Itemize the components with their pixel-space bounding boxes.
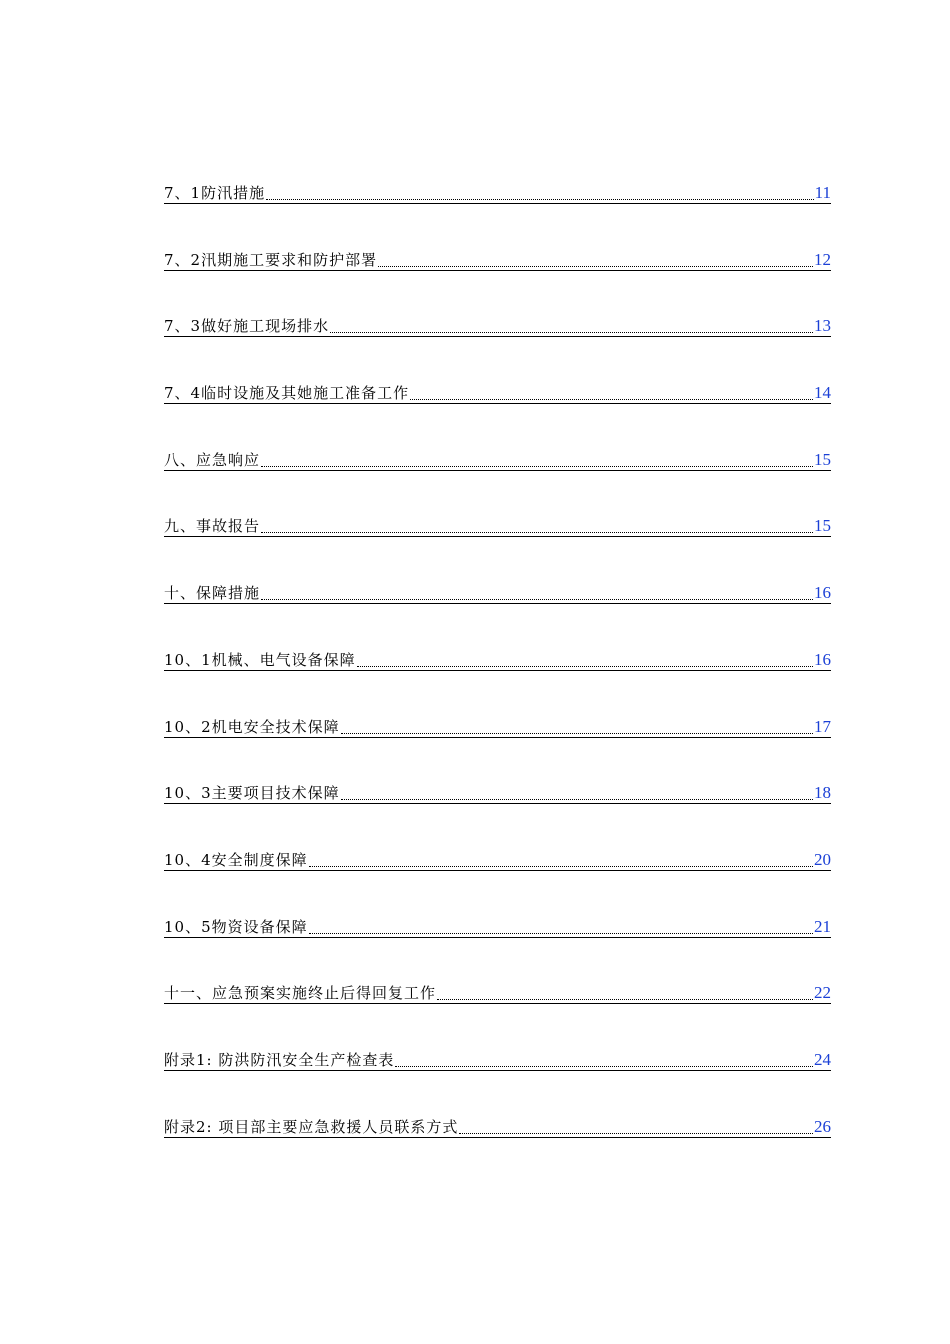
toc-page-number: 16 <box>814 583 831 603</box>
table-of-contents <box>164 181 831 1181</box>
toc-entry-10-2[interactable] <box>164 715 831 738</box>
toc-dot-leader <box>410 397 813 400</box>
toc-entry-10-3[interactable] <box>164 781 831 804</box>
toc-entry-8[interactable] <box>164 448 831 471</box>
toc-entry-label: 10、3主要项目技术保障 <box>164 784 340 803</box>
toc-entry-label: 7、2汛期施工要求和防护部署 <box>164 250 378 269</box>
toc-entry-label: 八、应急响应 <box>164 450 261 469</box>
toc-dot-leader <box>341 797 813 800</box>
toc-entry-label: 7、3做好施工现场排水 <box>164 317 330 336</box>
toc-page-number: 24 <box>814 1049 831 1069</box>
toc-entry-7-3[interactable] <box>164 314 831 337</box>
toc-dot-leader <box>459 1131 813 1134</box>
toc-entry-label: 7、4临时设施及其她施工准备工作 <box>164 384 410 403</box>
toc-entry-appendix-2[interactable] <box>164 1115 831 1138</box>
toc-dot-leader <box>395 1064 813 1067</box>
toc-entry-7-1[interactable] <box>164 181 831 204</box>
toc-dot-leader <box>309 931 813 934</box>
toc-entry-label: 10、2机电安全技术保障 <box>164 717 340 736</box>
toc-dot-leader <box>266 197 814 200</box>
toc-dot-leader <box>357 664 813 667</box>
toc-dot-leader <box>378 264 813 267</box>
toc-dot-leader <box>330 330 813 333</box>
toc-page-number: 16 <box>814 649 831 669</box>
toc-entry-label: 九、事故报告 <box>164 517 261 536</box>
toc-entry-label: 10、4安全制度保障 <box>164 850 308 869</box>
toc-page-number: 13 <box>814 316 831 336</box>
toc-dot-leader <box>341 731 813 734</box>
toc-entry-10[interactable] <box>164 581 831 604</box>
toc-entry-10-4[interactable] <box>164 848 831 871</box>
toc-entry-label: 10、1机械、电气设备保障 <box>164 650 356 669</box>
toc-page-number: 26 <box>814 1116 831 1136</box>
toc-dot-leader <box>261 597 813 600</box>
toc-entry-7-4[interactable] <box>164 381 831 404</box>
toc-page-number: 17 <box>814 716 831 736</box>
toc-dot-leader <box>261 530 813 533</box>
toc-entry-appendix-1[interactable] <box>164 1048 831 1071</box>
toc-dot-leader <box>437 997 813 1000</box>
toc-entry-9[interactable] <box>164 514 831 537</box>
toc-page-number: 22 <box>814 983 831 1003</box>
toc-entry-label: 十、保障措施 <box>164 584 261 603</box>
toc-entry-11[interactable] <box>164 981 831 1004</box>
toc-page-number: 11 <box>814 183 831 202</box>
toc-page-number: 15 <box>814 449 831 469</box>
toc-page-number: 18 <box>814 783 831 803</box>
toc-page-number: 12 <box>814 249 831 269</box>
toc-dot-leader <box>261 464 813 467</box>
toc-entry-label: 附录1: 防洪防汛安全生产检查表 <box>164 1050 395 1069</box>
toc-page-number: 15 <box>814 516 831 536</box>
toc-dot-leader <box>309 864 813 867</box>
toc-entry-10-1[interactable] <box>164 648 831 671</box>
toc-entry-label: 十一、应急预案实施终止后得回复工作 <box>164 984 437 1003</box>
toc-entry-label: 7、1防汛措施 <box>164 184 266 202</box>
toc-entry-label: 附录2: 项目部主要应急救援人员联系方式 <box>164 1117 459 1136</box>
toc-entry-7-2[interactable] <box>164 248 831 271</box>
toc-page-number: 20 <box>814 849 831 869</box>
toc-entry-10-5[interactable] <box>164 915 831 938</box>
toc-entry-label: 10、5物资设备保障 <box>164 917 308 936</box>
toc-page-number: 14 <box>814 383 831 403</box>
toc-page-number: 21 <box>814 916 831 936</box>
